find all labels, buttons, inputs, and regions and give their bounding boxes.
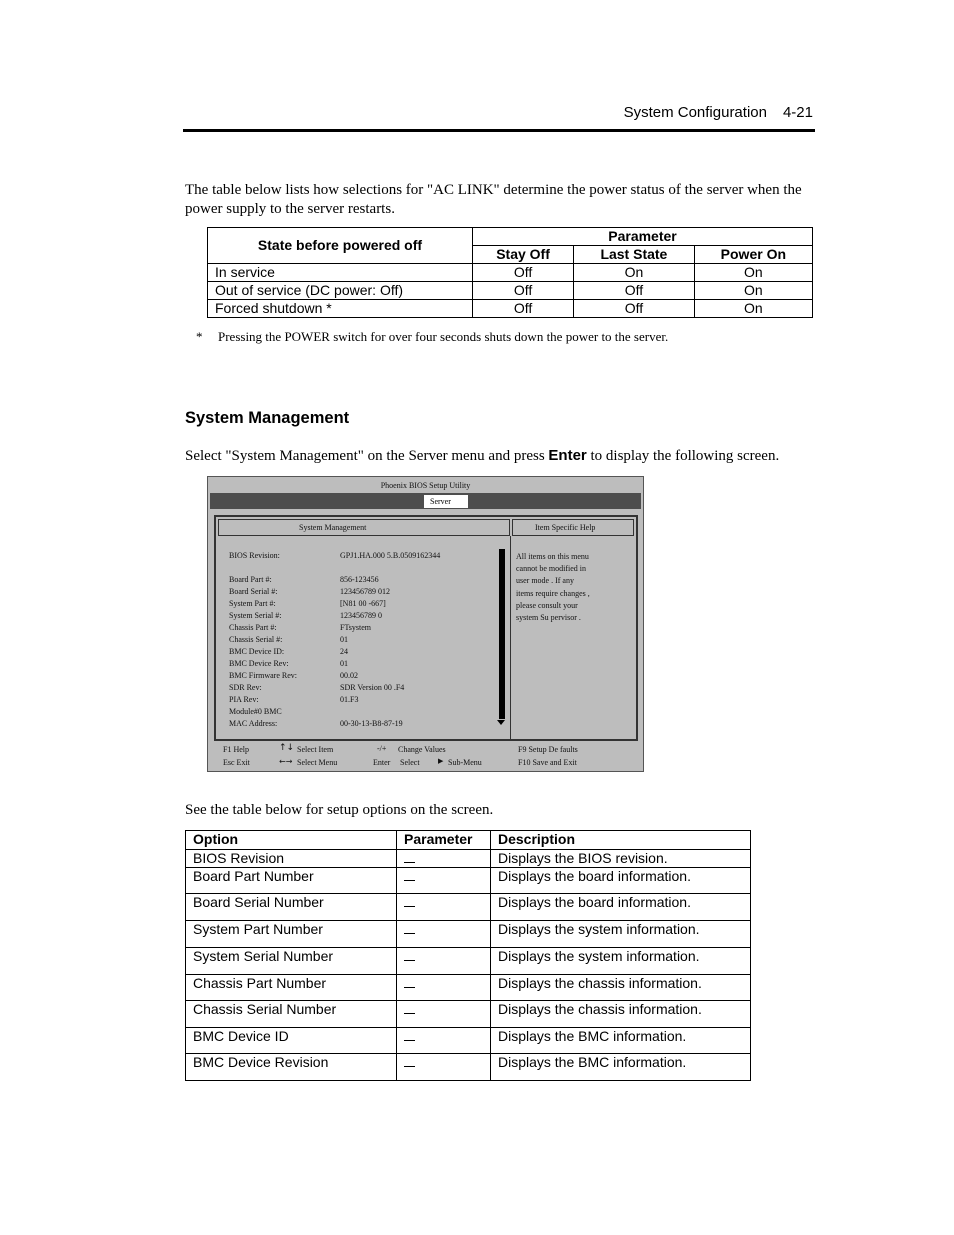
table-row bbox=[186, 1054, 751, 1081]
field-value: SDR Version 00 .F4 bbox=[340, 683, 405, 692]
description-cell: Displays the board information. bbox=[491, 868, 751, 894]
see-table-line: See the table below for setup options on the screen. bbox=[185, 802, 494, 818]
state-cell: Out of service (DC power: Off) bbox=[208, 282, 473, 300]
field-value: FTsystem bbox=[340, 623, 371, 632]
value-cell: Off bbox=[473, 300, 574, 318]
description-cell: Displays the BMC information. bbox=[491, 1054, 751, 1081]
field-value: 856-123456 bbox=[340, 575, 379, 584]
description-cell: Displays the system information. bbox=[491, 948, 751, 975]
key-f9-defaults: F9 Setup De faults bbox=[518, 745, 578, 754]
parameter-cell bbox=[397, 1054, 491, 1081]
table-row bbox=[186, 1001, 751, 1028]
field-label: System Serial #: bbox=[229, 611, 282, 620]
instruction-before: Select "System Management" on the Server menu and press bbox=[185, 448, 549, 464]
option-cell: BMC Device ID bbox=[186, 1028, 397, 1054]
parameter-cell bbox=[397, 975, 491, 1001]
table-row bbox=[186, 921, 751, 948]
help-line: system Su pervisor . bbox=[516, 613, 581, 623]
option-cell: Chassis Part Number bbox=[186, 975, 397, 1001]
table-row bbox=[186, 975, 751, 1001]
options-table bbox=[185, 830, 751, 1081]
field-value: 123456789 0 bbox=[340, 611, 382, 620]
field-label: Board Part #: bbox=[229, 575, 272, 584]
parameter-cell bbox=[397, 868, 491, 894]
parameter-cell bbox=[397, 850, 491, 868]
parameter-cell bbox=[397, 921, 491, 948]
field-label: PIA Rev: bbox=[229, 695, 259, 704]
key-select-item: Select Item bbox=[297, 745, 334, 754]
key-f10-save-exit: F10 Save and Exit bbox=[518, 758, 577, 767]
footnote-mark: * bbox=[196, 329, 203, 344]
field-value: 01 bbox=[340, 659, 348, 668]
key-f1-help: F1 Help bbox=[223, 745, 249, 754]
value-cell: On bbox=[694, 264, 812, 282]
field-label: Board Serial #: bbox=[229, 587, 278, 596]
value-cell: Off bbox=[473, 282, 574, 300]
option-cell: Chassis Serial Number bbox=[186, 1001, 397, 1028]
value-cell: Off bbox=[473, 264, 574, 282]
col-last-state: Last State bbox=[574, 246, 695, 264]
parameter-header: Parameter bbox=[473, 228, 813, 246]
help-line: cannot be modified in bbox=[516, 564, 586, 574]
description-cell: Displays the chassis information. bbox=[491, 975, 751, 1001]
option-cell: System Part Number bbox=[186, 921, 397, 948]
key-plus-minus: -/+ bbox=[377, 744, 387, 753]
state-cell: In service bbox=[208, 264, 473, 282]
bios-divider bbox=[510, 536, 511, 739]
bios-main-header: System Management bbox=[218, 519, 510, 536]
dash-mark bbox=[404, 906, 415, 907]
state-cell: Forced shutdown * bbox=[208, 300, 473, 318]
bios-panel bbox=[214, 515, 638, 741]
help-line: All items on this menu bbox=[516, 552, 589, 561]
header-rule bbox=[183, 129, 815, 132]
key-esc-exit: Esc Exit bbox=[223, 758, 250, 767]
field-label: BMC Firmware Rev: bbox=[229, 671, 297, 680]
parameter-cell bbox=[397, 1001, 491, 1028]
key-select: Select bbox=[400, 758, 420, 767]
field-label: System Part #: bbox=[229, 599, 276, 608]
bios-key-legend bbox=[208, 743, 645, 771]
help-line: items require changes , bbox=[516, 588, 590, 598]
help-line: please consult your bbox=[516, 600, 578, 610]
description-cell: Displays the BIOS revision. bbox=[491, 850, 751, 868]
tab-server[interactable]: Server bbox=[424, 495, 468, 508]
field-label: BMC Device ID: bbox=[229, 647, 285, 656]
field-label: BIOS Revision: bbox=[229, 551, 280, 560]
help-line: user mode . If any bbox=[516, 576, 574, 586]
table-row bbox=[186, 868, 751, 894]
field-value: 00-30-13-B8-87-19 bbox=[340, 719, 403, 728]
dash-mark bbox=[404, 1013, 415, 1014]
field-value: 24 bbox=[340, 647, 348, 656]
dash-mark bbox=[404, 960, 415, 961]
arrow-left-right-icon: ←→ bbox=[279, 757, 293, 766]
key-submenu: Sub-Menu bbox=[448, 758, 482, 767]
field-label: SDR Rev: bbox=[229, 683, 262, 692]
dash-mark bbox=[404, 1040, 415, 1041]
enter-key-label: Enter bbox=[548, 447, 587, 464]
dash-mark bbox=[404, 933, 415, 934]
description-cell: Displays the board information. bbox=[491, 894, 751, 921]
field-label: Chassis Serial #: bbox=[229, 635, 283, 644]
header-parameter: Parameter bbox=[397, 831, 491, 850]
table-row bbox=[186, 894, 751, 921]
bios-help-header: Item Specific Help bbox=[512, 519, 634, 536]
field-label: BMC Device Rev: bbox=[229, 659, 289, 668]
value-cell: On bbox=[694, 300, 812, 318]
running-head bbox=[624, 104, 813, 121]
table-row bbox=[186, 948, 751, 975]
section-name: System Configuration bbox=[623, 104, 767, 121]
table-row bbox=[208, 300, 813, 318]
key-enter: Enter bbox=[373, 758, 391, 767]
field-value: 123456789 012 bbox=[340, 587, 390, 596]
field-label: MAC Address: bbox=[229, 719, 278, 728]
dash-mark bbox=[404, 987, 415, 988]
scrollbar[interactable] bbox=[499, 549, 505, 719]
intro-paragraph: The table below lists how selections for "AC LINK" determine the power status of the server when the power supply to the server restarts. bbox=[185, 182, 802, 217]
section-title: System Management bbox=[185, 409, 350, 427]
field-value: [N81 00 -667] bbox=[340, 599, 386, 608]
footnote-text: Pressing the POWER switch for over four seconds shuts down the power to the server. bbox=[218, 329, 669, 344]
instruction-after: to display the following screen. bbox=[586, 448, 780, 464]
bios-screen bbox=[207, 476, 644, 772]
col-stay-off: Stay Off bbox=[473, 246, 574, 264]
bios-help-text bbox=[516, 551, 628, 624]
dash-mark bbox=[404, 1066, 415, 1067]
option-cell: System Serial Number bbox=[186, 948, 397, 975]
header-option: Option bbox=[186, 831, 397, 850]
header-description: Description bbox=[491, 831, 751, 850]
value-cell: On bbox=[574, 264, 695, 282]
table-row bbox=[208, 282, 813, 300]
table-row bbox=[208, 264, 813, 282]
option-cell: BIOS Revision bbox=[186, 850, 397, 868]
instruction-line bbox=[185, 447, 779, 465]
table-row bbox=[186, 1028, 751, 1054]
col-power-on: Power On bbox=[694, 246, 812, 264]
description-cell: Displays the BMC information. bbox=[491, 1028, 751, 1054]
parameter-cell bbox=[397, 1028, 491, 1054]
key-change-values: Change Values bbox=[398, 745, 446, 754]
submenu-arrow-icon: ▶ bbox=[438, 757, 444, 765]
field-value: 01.F3 bbox=[340, 695, 359, 704]
field-value: 00.02 bbox=[340, 671, 358, 680]
parameter-cell bbox=[397, 948, 491, 975]
value-cell: Off bbox=[574, 282, 695, 300]
key-select-menu: Select Menu bbox=[297, 758, 338, 767]
description-cell: Displays the chassis information. bbox=[491, 1001, 751, 1028]
option-cell: BMC Device Revision bbox=[186, 1054, 397, 1081]
option-cell: Board Serial Number bbox=[186, 894, 397, 921]
field-label: Chassis Part #: bbox=[229, 623, 277, 632]
option-cell: Board Part Number bbox=[186, 868, 397, 894]
footnote bbox=[196, 329, 668, 345]
arrow-up-down-icon: ↑↓ bbox=[279, 743, 295, 753]
value-cell: On bbox=[694, 282, 812, 300]
dash-mark bbox=[404, 862, 415, 863]
field-label: Module#0 BMC bbox=[229, 707, 282, 716]
state-header: State before powered off bbox=[208, 228, 473, 264]
ac-link-table bbox=[207, 227, 813, 318]
scroll-down-arrow-icon[interactable] bbox=[497, 720, 505, 725]
page-number: 4-21 bbox=[782, 104, 813, 121]
dash-mark bbox=[404, 880, 415, 881]
bios-title: Phoenix BIOS Setup Utility bbox=[380, 481, 471, 490]
parameter-cell bbox=[397, 894, 491, 921]
field-value: GPJ1.HA.000 5.B.0509162344 bbox=[340, 551, 441, 560]
description-cell: Displays the system information. bbox=[491, 921, 751, 948]
table-row bbox=[186, 850, 751, 868]
value-cell: Off bbox=[574, 300, 695, 318]
field-value: 01 bbox=[340, 635, 348, 644]
